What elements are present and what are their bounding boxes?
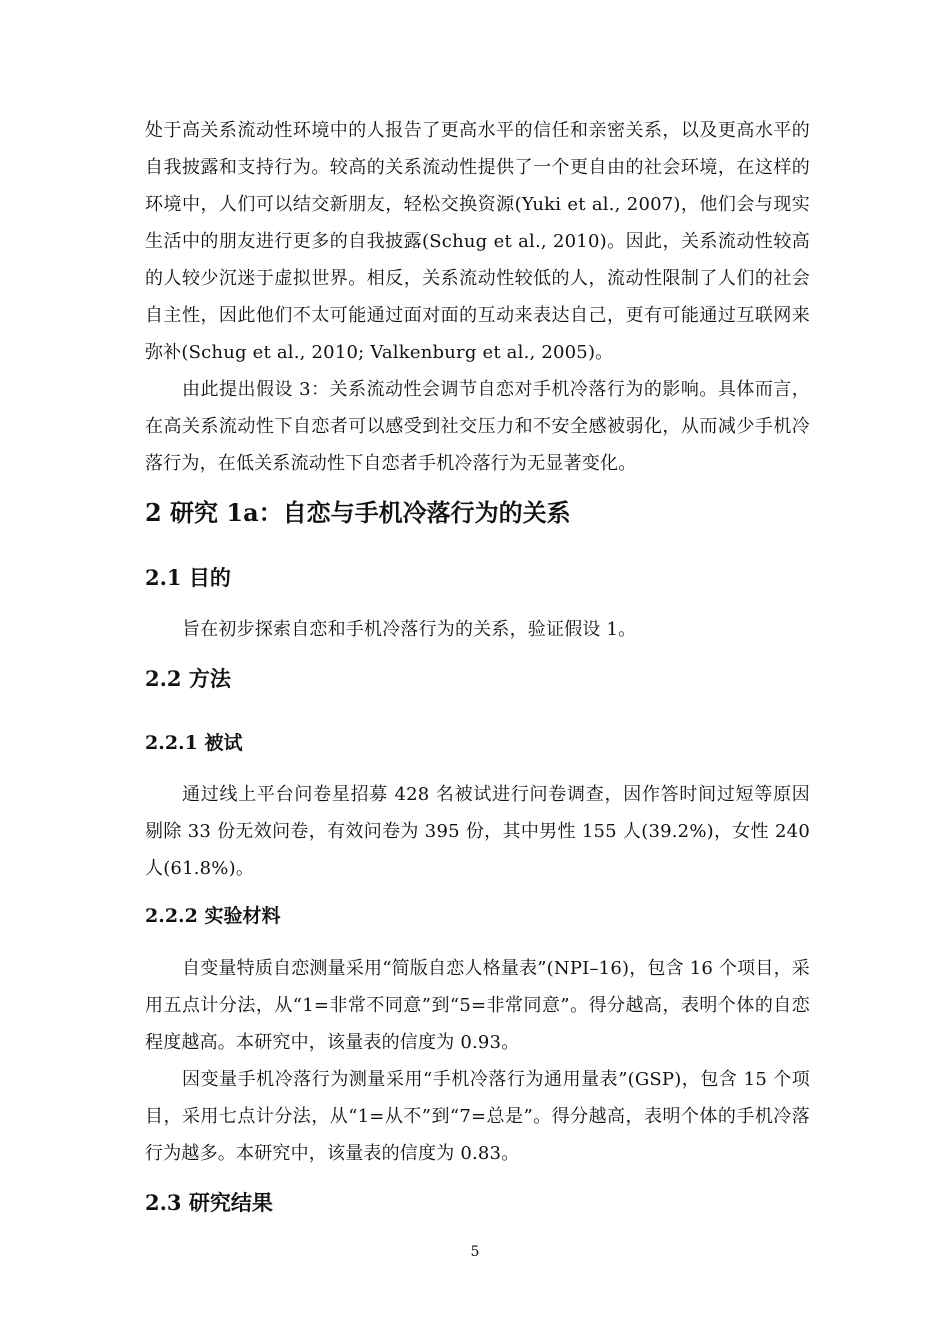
section-2-2-2-text-2-container — [145, 1061, 810, 1172]
npi-scale-paragraph: 自变量特质自恋测量采用“简版自恋人格量表”(NPI–16)，包含 16 个项目，采用五点计分法，从“1=非常不同意”到“5=非常同意”。得分越高，表明个体的自恋程度越高。本研究中，该量表的信度为 0.93。 — [145, 958, 810, 1053]
section-2-2-2-heading-container — [145, 902, 810, 930]
section-2-2-1-heading-container — [145, 729, 810, 757]
section-2-1-text-container — [145, 611, 810, 648]
section-2-3-heading-container — [145, 1188, 810, 1218]
body-paragraph-2-container — [145, 371, 810, 482]
section-2-1-heading: 2.1 目的 — [145, 565, 231, 590]
section-2-2-heading-container — [145, 664, 810, 694]
section-2-2-1-text-container — [145, 776, 810, 887]
section-2-2-heading: 2.2 方法 — [145, 666, 231, 691]
section-2-2-1-heading: 2.2.1 被试 — [145, 732, 243, 754]
section-2-1-heading-container — [145, 563, 810, 593]
section-2-heading: 2 研究 1a：自恋与手机冷落行为的关系 — [145, 498, 571, 527]
page-number: 5 — [470, 1244, 480, 1260]
section-2-heading-container — [145, 497, 810, 529]
section-2-2-2-heading: 2.2.2 实验材料 — [145, 905, 281, 927]
section-2-2-2-text-1-container — [145, 950, 810, 1061]
hypothesis-3-paragraph: 由此提出假设 3：关系流动性会调节自恋对手机冷落行为的影响。具体而言，在高关系流动性下自恋者可以感受到社交压力和不安全感被弱化，从而减少手机冷落行为，在低关系流动性下自恋者手机冷落行为无显著变化。 — [145, 379, 810, 474]
body-paragraph-1-container — [145, 112, 810, 371]
section-2-3-heading: 2.3 研究结果 — [145, 1190, 273, 1215]
section-2-1-text: 旨在初步探索自恋和手机冷落行为的关系，验证假设 1。 — [182, 619, 637, 640]
gsp-scale-paragraph: 因变量手机冷落行为测量采用“手机冷落行为通用量表”(GSP)，包含 15 个项目，采用七点计分法，从“1=从不”到“7=总是”。得分越高，表明个体的手机冷落行为越多。本研究中，该量表的信度为 0.83。 — [145, 1069, 810, 1164]
participants-paragraph: 通过线上平台问卷星招募 428 名被试进行问卷调查，因作答时间过短等原因剔除 33 份无效问卷，有效问卷为 395 份，其中男性 155 人(39.2%)，女性 240 人(61.8%)。 — [145, 784, 810, 879]
body-paragraph-1: 处于高关系流动性环境中的人报告了更高水平的信任和亲密关系，以及更高水平的自我披露和支持行为。较高的关系流动性提供了一个更自由的社会环境，在这样的环境中，人们可以结交新朋友，轻松交换资源(Yuki et al., 2007)，他们会与现实生活中的朋友进行更多的自我披露(Schug et al., 2010)。因此，关系流动性较高的人较少沉迷于虚拟世界。相反，关系流动性较低的人，流动性限制了人们的社会自主性，因此他们不太可能通过面对面的互动来表达自己，更有可能通过互联网来弥补(Schug et al., 2010; Valkenburg et al., 2005)。 — [145, 120, 810, 363]
